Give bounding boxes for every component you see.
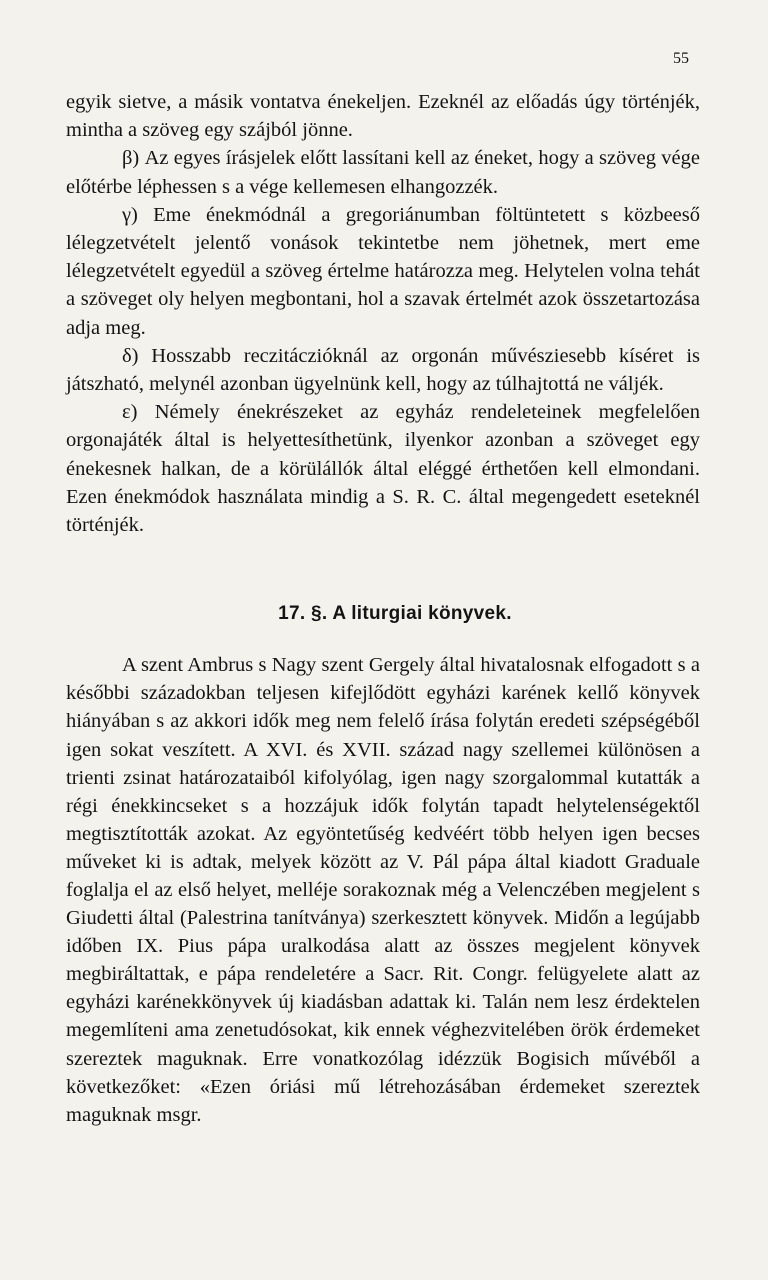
page-number: 55 (673, 50, 689, 67)
page-body (66, 88, 700, 1129)
paragraph-beta: β) Az egyes írásjelek előtt lassítani kell az éneket, hogy a szöveg vége előtérbe léphessen s a vége kellemesen elhangozzék. (66, 147, 700, 198)
section-heading: 17. §. A liturgiai könyvek. (278, 603, 512, 625)
paragraph-gamma: γ) Eme énekmódnál a gregoriánumban föltüntetett s közbeeső lélegzetvételt jelentő vonások tekintetbe nem jöhetnek, mert eme lélegzetvételt egyedül a szöveg értelme határozza meg. Helytelen volna tehát a szöveget oly helyen megbontani, hol a szavak értelmét azok összetartozása adja meg. (66, 203, 700, 339)
section-body-paragraph: A szent Ambrus s Nagy szent Gergely által hivatalosnak elfogadott s a későbbi századokban teljesen kifejlődött egyházi karének kellő könyvek hiányában s az akkori idők meg nem felelő írása folytán eredeti szépségéből igen sokat veszített. A XVI. és XVII. század nagy szellemei különösen a trienti zsinat határozataiból kifolyólag, igen nagy szorgalommal kutatták a régi énekkincseket s a hozzájuk idők folytán tapadt helytelenségektől megtisztították azokat. Az egyöntetűség kedvéért több helyen igen becses műveket ki is adtak, melyek között az V. Pál pápa által kiadott Graduale foglalja el az első helyet, melléje sorakoznak még a Velenczében megjelent s Giudetti által (Palestrina tanítványa) szerkesztett könyvek. Midőn a legújabb időben IX. Pius pápa uralkodása alatt az összes megjelent könyvek megbiráltattak, e pápa rendeletére a Sacr. Rit. Congr. felügyelete alatt az egyházi karénekkönyvek új kiadásban adattak ki. Talán nem lesz érdektelen megemlíteni ama zenetudósokat, kik ennek véghezvitelében örök érdemeket szereztek maguknak. Erre vonatkozólag idézzük Bogisich művéből a következőket: «Ezen óriási mű létrehozásában érdemeket szereztek maguknak msgr. (66, 654, 700, 1126)
paragraph-delta: δ) Hosszabb reczitáczióknál az orgonán művésziesebb kíséret is játszható, melynél azonban ügyelnünk kell, hogy az túlhajtottá ne váljék. (66, 344, 700, 396)
paragraph-continuation: egyik sietve, a másik vontatva énekeljen. Ezeknél az előadás úgy történjék, mintha a szöveg egy szájból jönne. (66, 91, 700, 142)
paragraph-epsilon: ε) Némely énekrészeket az egyház rendeleteinek megfelelően orgonajáték által is helyettesíthetünk, ilyenkor azonban a szöveget egy énekesnek halkan, de a körülállók által eléggé érthetően kell elmondani. Ezen énekmódok használata mindig a S. R. C. által megengedett eseteknél történjék. (66, 401, 700, 537)
